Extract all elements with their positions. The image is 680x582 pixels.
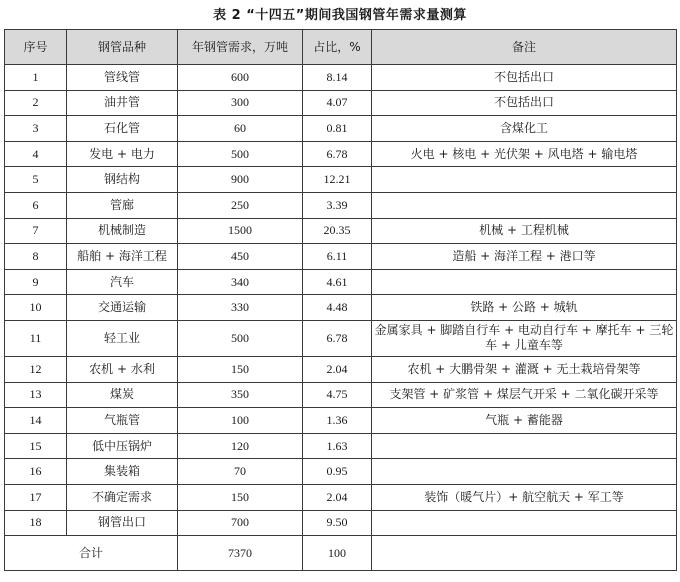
cell-no: 1 xyxy=(5,65,67,91)
cell-demand: 60 xyxy=(178,116,303,142)
total-row xyxy=(5,536,677,571)
cell-demand: 100 xyxy=(178,408,303,434)
cell-variety: 集装箱 xyxy=(67,459,178,485)
cell-demand: 700 xyxy=(178,510,303,536)
cell-share: 1.36 xyxy=(303,408,372,434)
cell-variety: 发电 + 电力 xyxy=(67,141,178,167)
cell-remark: 支架管 + 矿浆管 + 煤层气开采 + 二氧化碳开采等 xyxy=(372,382,677,408)
cell-remark: 金属家具 + 脚踏自行车 + 电动自行车 + 摩托车 + 三轮车 + 儿童车等 xyxy=(372,320,677,356)
cell-variety: 农机 + 水利 xyxy=(67,356,178,382)
cell-no: 7 xyxy=(5,218,67,244)
cell-demand: 250 xyxy=(178,192,303,218)
cell-demand: 600 xyxy=(178,65,303,91)
cell-share: 0.81 xyxy=(303,116,372,142)
table-row xyxy=(5,356,677,382)
cell-no: 6 xyxy=(5,192,67,218)
cell-share: 6.11 xyxy=(303,244,372,270)
cell-remark xyxy=(372,510,677,536)
cell-variety: 机械制造 xyxy=(67,218,178,244)
table-row xyxy=(5,192,677,218)
cell-no: 18 xyxy=(5,510,67,536)
total-remark xyxy=(372,536,677,571)
cell-share: 1.63 xyxy=(303,433,372,459)
cell-variety: 钢结构 xyxy=(67,167,178,193)
table-caption: 表 2 “十四五”期间我国钢管年需求量测算 xyxy=(213,8,467,23)
table-row xyxy=(5,167,677,193)
cell-demand: 500 xyxy=(178,141,303,167)
cell-share: 4.75 xyxy=(303,382,372,408)
cell-share: 2.04 xyxy=(303,484,372,510)
cell-variety: 管线管 xyxy=(67,65,178,91)
header-no: 序号 xyxy=(5,30,67,65)
table-row xyxy=(5,510,677,536)
table-row xyxy=(5,433,677,459)
cell-variety: 轻工业 xyxy=(67,320,178,356)
cell-share: 2.04 xyxy=(303,356,372,382)
table-row xyxy=(5,382,677,408)
cell-variety: 煤炭 xyxy=(67,382,178,408)
cell-remark: 农机 + 大鹏骨架 + 灌溉 + 无土栽培骨架等 xyxy=(372,356,677,382)
cell-demand: 500 xyxy=(178,320,303,356)
cell-variety: 管廊 xyxy=(67,192,178,218)
header-demand: 年钢管需求，万吨 xyxy=(178,30,303,65)
cell-remark: 不包括出口 xyxy=(372,90,677,116)
cell-share: 6.78 xyxy=(303,320,372,356)
cell-variety: 石化管 xyxy=(67,116,178,142)
cell-variety: 船舶 + 海洋工程 xyxy=(67,244,178,270)
table-row xyxy=(5,295,677,321)
cell-demand: 300 xyxy=(178,90,303,116)
cell-remark xyxy=(372,167,677,193)
table-row xyxy=(5,218,677,244)
table-row xyxy=(5,116,677,142)
cell-demand: 150 xyxy=(178,484,303,510)
cell-no: 3 xyxy=(5,116,67,142)
cell-remark: 不包括出口 xyxy=(372,65,677,91)
cell-variety: 油井管 xyxy=(67,90,178,116)
cell-demand: 70 xyxy=(178,459,303,485)
cell-no: 10 xyxy=(5,295,67,321)
cell-remark: 气瓶 + 蓄能器 xyxy=(372,408,677,434)
cell-share: 4.07 xyxy=(303,90,372,116)
header-share: 占比，% xyxy=(303,30,372,65)
table-row xyxy=(5,408,677,434)
cell-demand: 340 xyxy=(178,269,303,295)
cell-share: 8.14 xyxy=(303,65,372,91)
cell-demand: 120 xyxy=(178,433,303,459)
cell-demand: 350 xyxy=(178,382,303,408)
cell-no: 4 xyxy=(5,141,67,167)
cell-share: 12.21 xyxy=(303,167,372,193)
cell-no: 17 xyxy=(5,484,67,510)
cell-remark: 含煤化工 xyxy=(372,116,677,142)
steel-pipe-demand-table xyxy=(4,29,677,571)
cell-demand: 150 xyxy=(178,356,303,382)
table-row xyxy=(5,244,677,270)
cell-share: 4.48 xyxy=(303,295,372,321)
cell-share: 3.39 xyxy=(303,192,372,218)
cell-remark xyxy=(372,433,677,459)
cell-demand: 1500 xyxy=(178,218,303,244)
cell-variety: 不确定需求 xyxy=(67,484,178,510)
cell-no: 9 xyxy=(5,269,67,295)
cell-no: 2 xyxy=(5,90,67,116)
cell-no: 12 xyxy=(5,356,67,382)
cell-demand: 450 xyxy=(178,244,303,270)
total-demand: 7370 xyxy=(178,536,303,571)
cell-remark: 铁路 + 公路 + 城轨 xyxy=(372,295,677,321)
cell-demand: 900 xyxy=(178,167,303,193)
cell-variety: 低中压锅炉 xyxy=(67,433,178,459)
cell-no: 14 xyxy=(5,408,67,434)
cell-no: 11 xyxy=(5,320,67,356)
header-remark: 备注 xyxy=(372,30,677,65)
cell-remark xyxy=(372,459,677,485)
table-row xyxy=(5,90,677,116)
header-variety: 钢管品种 xyxy=(67,30,178,65)
total-share: 100 xyxy=(303,536,372,571)
cell-share: 0.95 xyxy=(303,459,372,485)
cell-no: 13 xyxy=(5,382,67,408)
cell-remark: 机械 + 工程机械 xyxy=(372,218,677,244)
cell-remark: 造船 + 海洋工程 + 港口等 xyxy=(372,244,677,270)
cell-variety: 钢管出口 xyxy=(67,510,178,536)
cell-remark xyxy=(372,269,677,295)
table-row xyxy=(5,269,677,295)
table-row xyxy=(5,484,677,510)
table-row xyxy=(5,141,677,167)
cell-remark xyxy=(372,192,677,218)
header-row xyxy=(5,30,677,65)
table-row xyxy=(5,65,677,91)
cell-share: 6.78 xyxy=(303,141,372,167)
cell-no: 8 xyxy=(5,244,67,270)
cell-variety: 汽车 xyxy=(67,269,178,295)
cell-variety: 气瓶管 xyxy=(67,408,178,434)
table-row xyxy=(5,459,677,485)
cell-no: 16 xyxy=(5,459,67,485)
cell-share: 20.35 xyxy=(303,218,372,244)
cell-no: 15 xyxy=(5,433,67,459)
cell-remark: 装饰（暖气片）+ 航空航天 + 军工等 xyxy=(372,484,677,510)
total-label: 合计 xyxy=(5,536,178,571)
table-row xyxy=(5,320,677,356)
cell-share: 9.50 xyxy=(303,510,372,536)
cell-demand: 330 xyxy=(178,295,303,321)
cell-share: 4.61 xyxy=(303,269,372,295)
cell-no: 5 xyxy=(5,167,67,193)
cell-variety: 交通运输 xyxy=(67,295,178,321)
cell-remark: 火电 + 核电 + 光伏架 + 风电塔 + 输电塔 xyxy=(372,141,677,167)
